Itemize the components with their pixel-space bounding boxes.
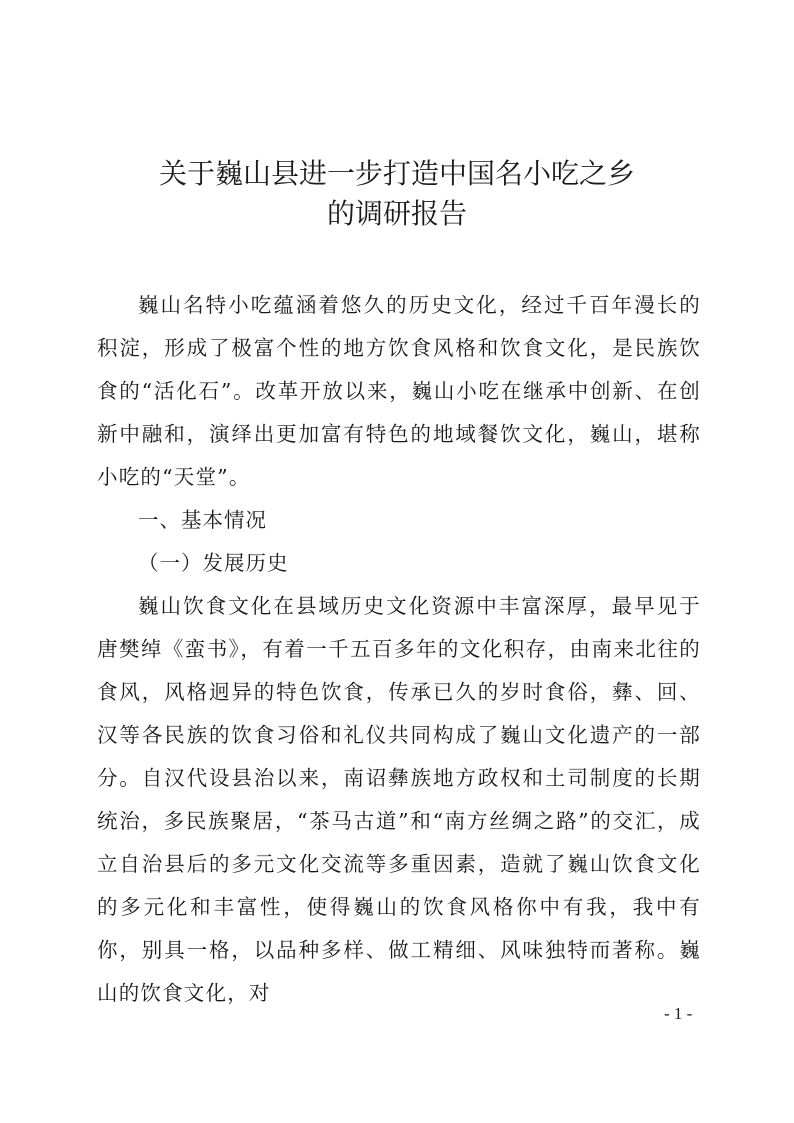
- document-title-line-1: 关于巍山县进一步打造中国名小吃之乡: [158, 157, 635, 190]
- section-heading: 一、基本情况: [138, 508, 267, 532]
- document-body: [97, 284, 701, 1015]
- page-number: - 1 -: [664, 1004, 693, 1023]
- history-paragraph: 巍山饮食文化在县域历史文化资源中丰富深厚，最早见于唐樊绰《蛮书》，有着一千五百多年的文化积存，由南来北往的食风，风格迥异的特色饮食，传承已久的岁时食俗，彝、回、汉等各民族的饮食习俗和礼仪共同构成了巍山文化遗产的一部分。自汉代设县治以来，南诏彝族地方政权和土司制度的长期统治，多民族聚居，“茶马古道”和“南方丝绸之路”的交汇，成立自治县后的多元文化交流等多重因素，造就了巍山饮食文化的多元化和丰富性，使得巍山的饮食风格你中有我，我中有你，别具一格，以品种多样、做工精细、风味独特而著称。巍山的饮食文化，对: [97, 594, 701, 1005]
- subsection-heading: （一）发展历史: [138, 551, 289, 575]
- document-title-line-2: 的调研报告: [326, 197, 467, 230]
- intro-paragraph: 巍山名特小吃蕴涵着悠久的历史文化，经过千百年漫长的积淀，形成了极富个性的地方饮食风格和饮食文化，是民族饮食的“活化石”。改革开放以来，巍山小吃在继承中创新、在创新中融和，演绎出更加富有特色的地域餐饮文化，巍山，堪称小吃的“天堂”。: [97, 293, 701, 489]
